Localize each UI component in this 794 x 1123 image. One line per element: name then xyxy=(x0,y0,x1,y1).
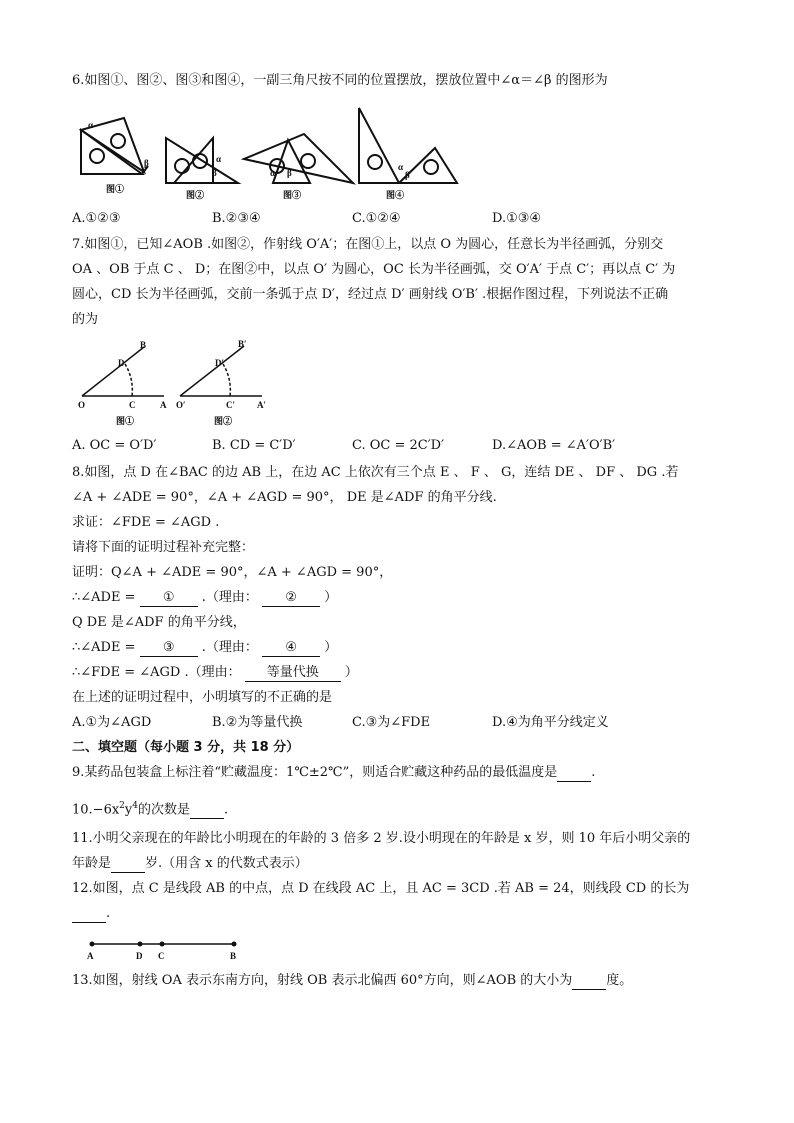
q7-line-1: 7.如图①，已知∠AOB .如图②，作射线 O′A′；在图①上，以点 O 为圆心，任意长为半径画弧，分别交 xyxy=(72,237,664,252)
q8-proof-3: Q DE 是∠ADF 的角平分线， xyxy=(72,615,246,630)
q8-line-1: 8.如图，点 D 在∠BAC 的边 AB 上，在边 AC 上依次有三个点 E 、 F 、 G，连结 DE 、 DF 、 DG .若 xyxy=(72,465,679,480)
q6-stem: 6.如图①、图②、图③和图④，一副三角尺按不同的位置摆放，摆放位置中∠α＝∠β 的图形为 xyxy=(72,73,608,88)
q10 xyxy=(72,797,228,819)
q8-proof-2 xyxy=(72,589,337,607)
q6-fig4-beta: β xyxy=(405,170,410,180)
q6-figure-3 xyxy=(244,134,353,183)
section-2-title: 二、填空题（每小题 3 分，共 18 分） xyxy=(72,740,300,755)
q6-option-b: B.②③④ xyxy=(212,211,261,226)
q11-line-2 xyxy=(72,855,308,873)
q6-fig4-label: 图④ xyxy=(386,190,405,200)
q8-blank-2: ② xyxy=(262,590,320,607)
q8-proof-5-pre: ∴∠FDE = ∠AGD .（理由： xyxy=(72,665,241,680)
q6-fig4-alpha: α xyxy=(398,162,404,172)
q12-answer-line xyxy=(72,905,110,923)
q7-fig1-label: 图① xyxy=(116,416,135,426)
q9-text: 9.某药品包装盒上标注着“贮藏温度：1℃±2℃”，则适合贮藏这种药品的最低温度是 xyxy=(72,765,558,780)
q12-point-d xyxy=(138,942,143,947)
q7-figures xyxy=(72,336,292,432)
q13 xyxy=(72,972,632,990)
q10-blank xyxy=(190,802,224,819)
q12-end: . xyxy=(106,906,111,921)
q12-point-c xyxy=(160,942,165,947)
q11-line-1: 11.小明父亲现在的年龄比小明现在的年龄的 3 倍多 2 岁.设小明现在的年龄是 x 岁，则 10 年后小明父亲的 xyxy=(72,831,691,846)
q9-blank xyxy=(557,765,591,782)
q7-fig2-label: 图② xyxy=(214,416,233,426)
q8-question: 在上述的证明过程中，小明填写的不正确的是 xyxy=(72,690,333,705)
q12-label-b: B xyxy=(230,951,237,961)
q7-fig1-O: O xyxy=(78,400,86,410)
q12-segment-figure xyxy=(78,936,258,964)
q12-label-a: A xyxy=(87,951,94,961)
q9-end: . xyxy=(591,765,596,780)
q7-line-2: OA 、OB 于点 C 、 D；在图②中，以点 O′ 为圆心，OC 长为半径画弧，交 O′A′ 于点 C′；再以点 C′ 为 xyxy=(72,262,676,277)
q8-prove: 求证：∠FDE = ∠AGD . xyxy=(72,515,220,530)
q6-fig1-beta: β xyxy=(144,158,149,168)
q7-option-a: A. OC = O′D′ xyxy=(72,438,157,453)
q8-proof-5 xyxy=(72,664,358,682)
q7-fig1-A: A xyxy=(160,400,167,410)
q7-option-b: B. CD = C′D′ xyxy=(212,438,296,453)
q10-post: 的次数是 xyxy=(138,802,191,818)
q7-fig1-C: C xyxy=(129,400,136,410)
q10-pre: 10.−6x xyxy=(72,802,120,818)
q6-fig3-label: 图③ xyxy=(283,190,302,200)
q8-proof-4-post: ） xyxy=(324,640,338,655)
q7-line-3: 圆心，CD 长为半径画弧，交前一条弧于点 D′，经过点 D′ 画射线 O′B′ .根据作图过程，下列说法不正确 xyxy=(72,287,669,302)
q6-option-c: C.①②④ xyxy=(352,211,401,226)
q8-proof-2-post: ） xyxy=(324,590,338,605)
q8-option-b: B.②为等量代换 xyxy=(212,715,303,730)
q12-label-c: C xyxy=(158,951,165,961)
q6-fig1-alpha: α xyxy=(88,120,94,130)
q8-proof-2-mid: .（理由： xyxy=(201,590,258,605)
q7-figure-2 xyxy=(180,346,262,396)
q11-line-2-post: 岁.（用含 x 的代数式表示） xyxy=(145,856,308,871)
q6-fig2-beta: β xyxy=(212,168,217,178)
q6-option-d: D.①③④ xyxy=(492,211,542,226)
q6-fig3-alpha: α xyxy=(270,168,276,178)
q6-fig2-alpha: α xyxy=(216,154,222,164)
q8-blank-5: 等量代换 xyxy=(245,665,341,682)
q7-figure-1 xyxy=(82,347,164,396)
q12-text: 12.如图，点 C 是线段 AB 的中点，点 D 在线段 AC 上，且 AC = 3CD .若 AB = 24，则线段 CD 的长为 xyxy=(72,881,690,896)
q7-fig1-D: D xyxy=(118,358,125,368)
q6-fig2-label: 图② xyxy=(186,190,205,200)
q8-option-a: A.①为∠AGD xyxy=(72,715,152,730)
q12-point-a xyxy=(90,942,95,947)
q7-option-c: C. OC = 2C′D′ xyxy=(352,438,445,453)
q13-blank xyxy=(572,973,606,990)
q7-fig2-B: B′ xyxy=(238,339,247,349)
q6-fig1-label: 图① xyxy=(106,184,125,194)
q7-option-d: D.∠AOB = ∠A′O′B′ xyxy=(492,438,616,453)
q8-proof-5-post: ） xyxy=(344,665,358,680)
q8-option-d: D.④为角平分线定义 xyxy=(492,715,609,730)
q6-fig3-beta: β xyxy=(287,168,292,178)
q7-fig1-B: B xyxy=(140,340,147,350)
q8-blank-3: ③ xyxy=(140,640,198,657)
q8-blank-1: ① xyxy=(140,590,198,607)
q8-proof-1: 证明：Q∠A + ∠ADE = 90°，∠A + ∠AGD = 90°， xyxy=(72,565,393,580)
q13-pre: 13.如图，射线 OA 表示东南方向，射线 OB 表示北偏西 60°方向，则∠AOB 的大小为 xyxy=(72,973,573,988)
q7-fig2-C: C′ xyxy=(226,400,236,410)
q7-fig2-A: A′ xyxy=(257,400,267,410)
q13-post: 度。 xyxy=(606,973,633,988)
q7-fig2-O: O′ xyxy=(176,400,186,410)
q10-sup-2: 4 xyxy=(132,801,138,811)
q8-proof-2-pre: ∴∠ADE = xyxy=(72,590,136,605)
q7-fig2-D: D′ xyxy=(215,358,225,368)
q6-option-a: A.①②③ xyxy=(72,211,121,226)
q12-blank xyxy=(72,906,106,923)
q8-proof-4 xyxy=(72,639,337,657)
q8-instruction: 请将下面的证明过程补充完整： xyxy=(72,540,255,555)
q12-label-d: D xyxy=(136,951,143,961)
q11-blank xyxy=(111,856,145,873)
q8-proof-4-mid: .（理由： xyxy=(201,640,258,655)
q12-point-b xyxy=(232,942,237,947)
q11-line-2-pre: 年龄是 xyxy=(72,856,112,871)
q8-proof-4-pre: ∴∠ADE = xyxy=(72,640,136,655)
q10-mid: y xyxy=(124,802,133,818)
q8-blank-4: ④ xyxy=(262,640,320,657)
q8-line-2: ∠A + ∠ADE = 90°，∠A + ∠AGD = 90°， DE 是∠ADF 的角平分线. xyxy=(72,490,497,505)
q9 xyxy=(72,764,595,782)
q7-line-4: 的为 xyxy=(72,312,99,327)
q10-sup-1: 2 xyxy=(119,801,125,811)
q8-option-c: C.③为∠FDE xyxy=(352,715,431,730)
q10-end: . xyxy=(224,802,229,818)
q6-figure-2 xyxy=(166,138,238,183)
q6-figures xyxy=(72,104,472,204)
